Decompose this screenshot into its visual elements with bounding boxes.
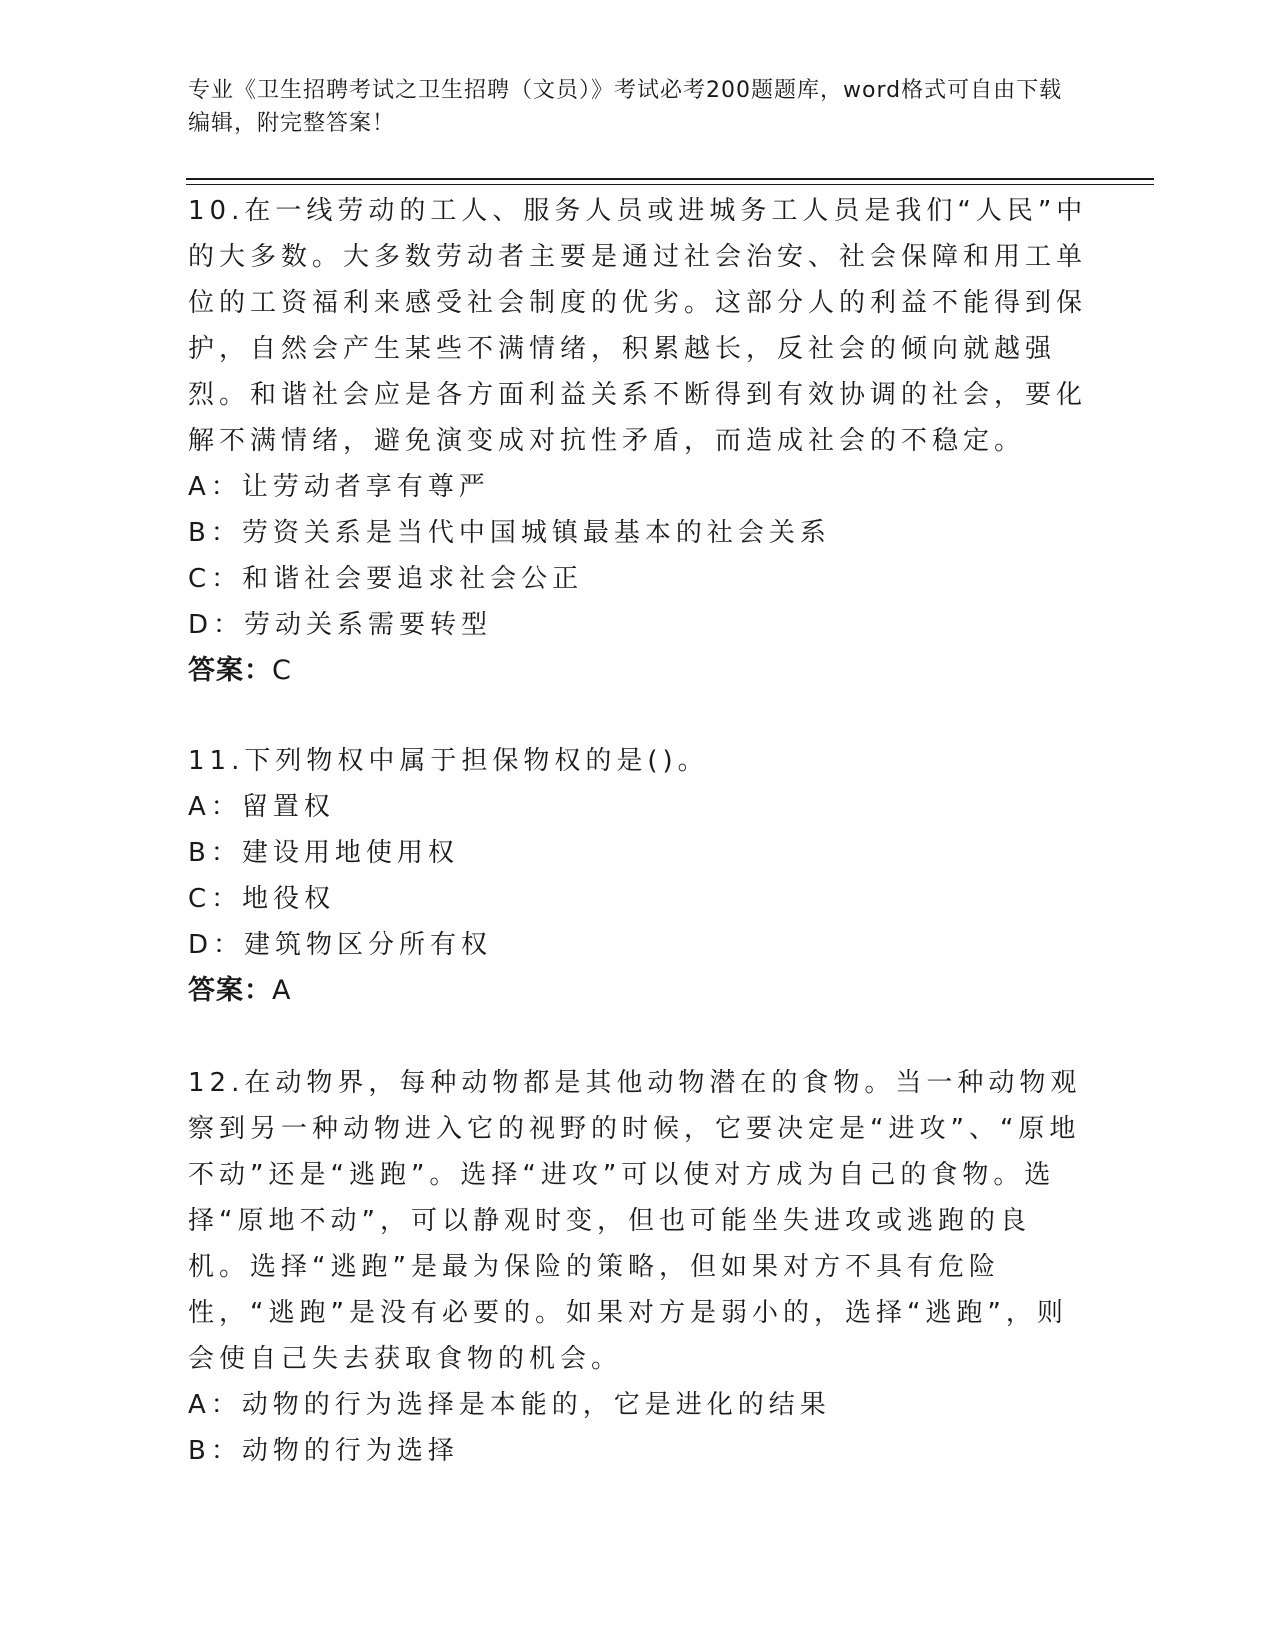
- answer: [188, 648, 1088, 694]
- option-c: C：地役权: [188, 884, 336, 914]
- option-b: B：动物的行为选择: [188, 1436, 459, 1466]
- option-b: B：建设用地使用权: [188, 838, 459, 868]
- header-divider-thick: [186, 178, 1154, 180]
- header-divider-thin: [186, 184, 1154, 185]
- option-b: B：劳资关系是当代中国城镇最基本的社会关系: [188, 518, 831, 548]
- answer-value: A: [272, 975, 292, 1006]
- question-12: [188, 1060, 1088, 1474]
- question-11: [188, 738, 1088, 1014]
- option-a: A：留置权: [188, 792, 335, 822]
- question-stem: 11.下列物权中属于担保物权的是()。: [188, 746, 709, 776]
- answer-label: 答案：: [188, 655, 272, 686]
- answer-value: C: [272, 655, 292, 686]
- question-10: [188, 188, 1088, 694]
- option-a: A：动物的行为选择是本能的，它是进化的结果: [188, 1390, 831, 1420]
- answer: [188, 968, 1088, 1014]
- question-stem: 12.在动物界，每种动物都是其他动物潜在的食物。当一种动物观察到另一种动物进入它的视野的时候，它要决定是“进攻”、“原地不动”还是“逃跑”。选择“进攻”可以使对方成为自己的食物。选择“原地不动”，可以静观时变，但也可能坐失进攻或逃跑的良机。选择“逃跑”是最为保险的策略，但如果对方不具有危险性，“逃跑”是没有必要的。如果对方是弱小的，选择“逃跑”，则会使自己失去获取食物的机会。: [188, 1068, 1082, 1374]
- option-a: A：让劳动者享有尊严: [188, 472, 490, 502]
- option-d: D：劳动关系需要转型: [188, 610, 493, 640]
- question-stem: 10.在一线劳动的工人、服务人员或进城务工人员是我们“人民”中的大多数。大多数劳动者主要是通过社会治安、社会保障和用工单位的工资福利来感受社会制度的优劣。这部分人的利益不能得到保护，自然会产生某些不满情绪，积累越长，反社会的倾向就越强烈。和谐社会应是各方面利益关系不断得到有效协调的社会，要化解不满情绪，避免演变成对抗性矛盾，而造成社会的不稳定。: [188, 196, 1088, 456]
- answer-label: 答案：: [188, 975, 272, 1006]
- document-header: 专业《卫生招聘考试之卫生招聘（文员）》考试必考200题题库，word格式可自由下载编辑，附完整答案！: [188, 78, 1063, 136]
- option-c: C：和谐社会要追求社会公正: [188, 564, 584, 594]
- option-d: D：建筑物区分所有权: [188, 930, 493, 960]
